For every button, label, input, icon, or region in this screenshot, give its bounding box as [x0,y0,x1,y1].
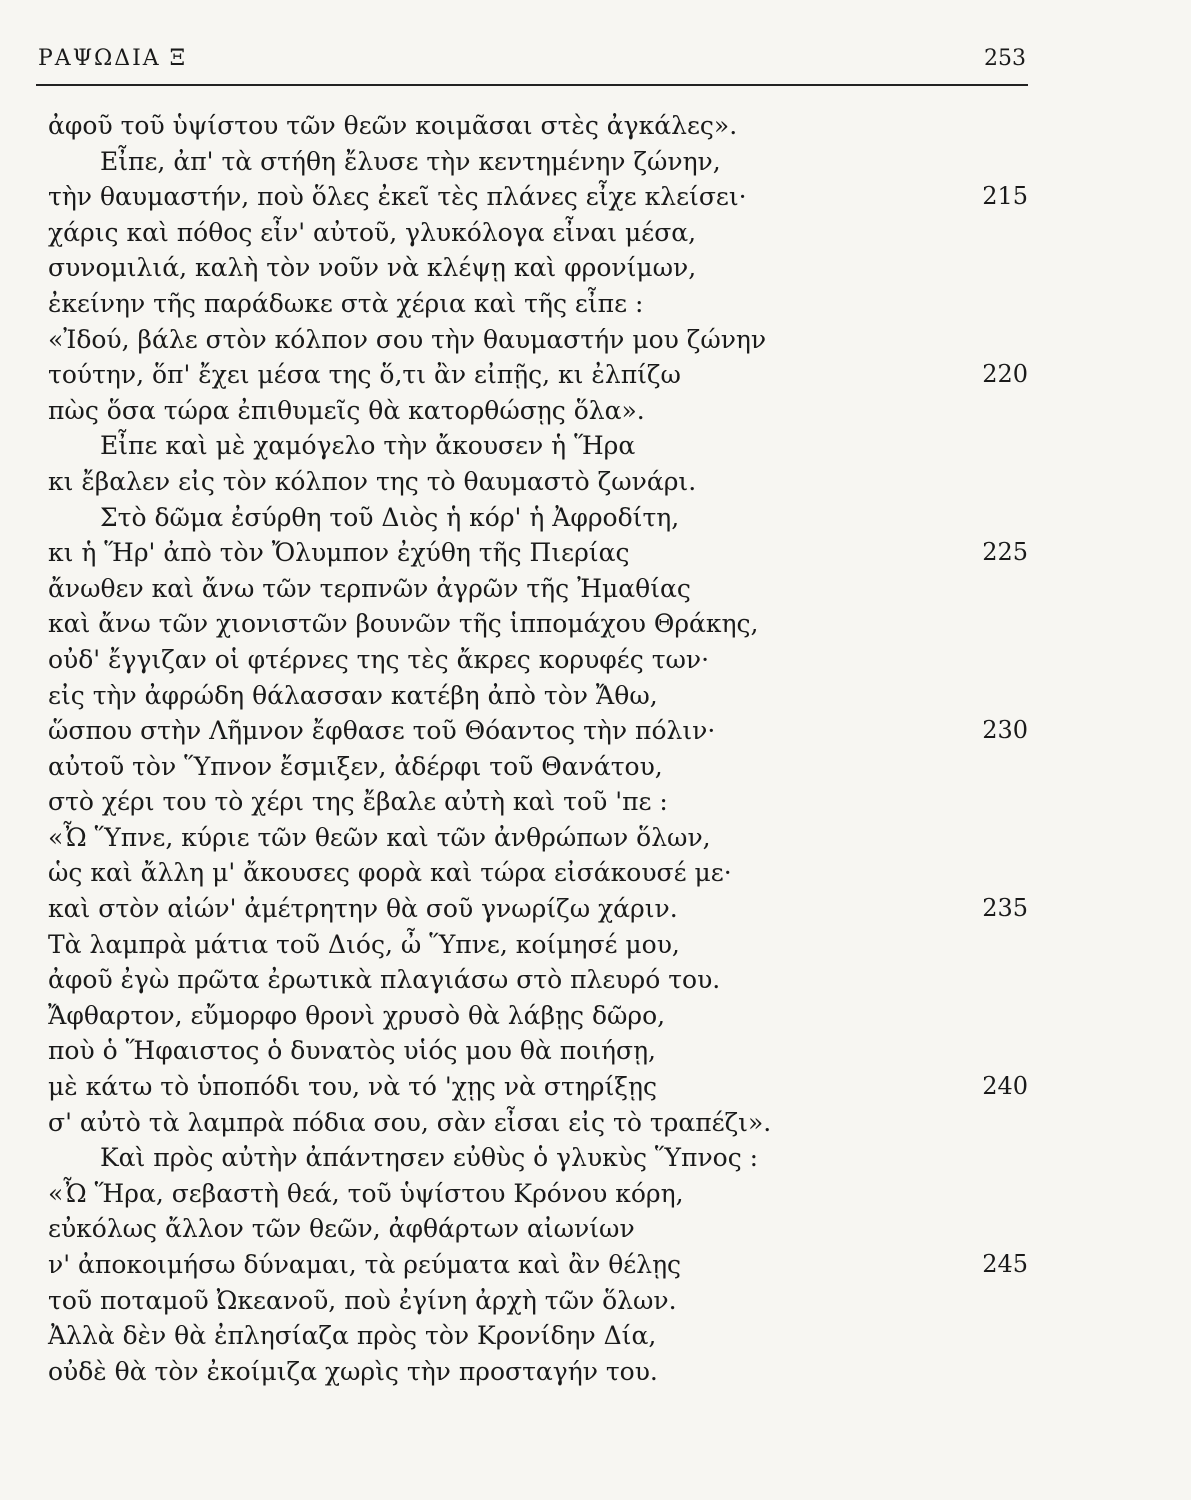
verse-text: συνομιλιά, καλὴ τὸν νοῦν νὰ κλέψῃ καὶ φρονίμων, [48,253,697,283]
verse-line [48,678,1028,714]
verse-line [48,1140,1028,1176]
verse-text: «Ὦ Ἥρα, σεβαστὴ θεά, τοῦ ὑψίστου Κρόνου κόρη, [48,1178,684,1208]
verse-line [48,749,1028,785]
verse-text: τούτην, ὅπ' ἔχει μέσα της ὅ,τι ἂν εἰπῇς, κι ἐλπίζω [48,360,681,390]
verse-text: Ἀλλὰ δὲν θὰ ἐπλησίαζα πρὸς τὸν Κρονίδην Δία, [48,1321,657,1351]
line-number: 225 [982,538,1028,567]
verse-text: στὸ χέρι του τὸ χέρι της ἔβαλε αὐτὴ καὶ τοῦ 'πε : [48,787,668,817]
verse-line [48,535,1028,571]
running-title: ΡΑΨΩΔΙΑ Ξ [38,46,188,71]
verse-line [48,250,1028,286]
verse-text: χάρις καὶ πόθος εἶν' αὐτοῦ, γλυκόλογα εἶναι μέσα, [48,217,697,247]
verse-text: ἐκείνην τῆς παράδωκε στὰ χέρια καὶ τῆς εἶπε : [48,288,644,318]
verse-line [48,1069,1028,1105]
verse-text: Τὰ λαμπρὰ μάτια τοῦ Διός, ὦ Ὕπνε, κοίμησέ μου, [48,929,680,959]
verse-line [48,962,1028,998]
verse-text: ὥσπου στὴν Λῆμνον ἔφθασε τοῦ Θόαντος τὴν πόλιν· [48,716,716,746]
verse-line [48,642,1028,678]
verse-line [48,428,1028,464]
verse-text: σ' αὐτὸ τὰ λαμπρὰ πόδια σου, σὰν εἶσαι εἰς τὸ τραπέζι». [48,1107,772,1137]
line-number: 215 [982,182,1028,211]
verse-text: Εἶπε καὶ μὲ χαμόγελο τὴν ἄκουσεν ἡ Ἥρα [100,431,636,461]
line-number: 235 [982,894,1028,923]
verse-line [48,215,1028,251]
header-rule [36,84,1028,86]
verse-block [48,108,1028,1389]
verse-line [48,820,1028,856]
verse-line [48,606,1028,642]
verse-line [48,500,1028,536]
verse-line [48,713,1028,749]
verse-line [48,357,1028,393]
verse-line [48,1354,1028,1390]
verse-line [48,322,1028,358]
verse-text: ποὺ ὁ Ἥφαιστος ὁ δυνατὸς υἱός μου θὰ ποιήσῃ, [48,1036,657,1066]
verse-text: αὐτοῦ τὸν Ὕπνον ἔσμιξεν, ἀδέρφι τοῦ Θανάτου, [48,751,663,781]
verse-line [48,144,1028,180]
verse-line [48,1247,1028,1283]
verse-text: Ἄφθαρτον, εὔμορφο θρονὶ χρυσὸ θὰ λάβῃς δῶρο, [48,1000,666,1030]
page-header [38,42,1026,78]
verse-text: ὡς καὶ ἄλλη μ' ἄκουσες φορὰ καὶ τώρα εἰσάκουσέ με· [48,858,732,888]
verse-text: καὶ στὸν αἰών' ἀμέτρητην θὰ σοῦ γνωρίζω χάριν. [48,894,678,924]
verse-line [48,179,1028,215]
verse-line [48,891,1028,927]
verse-text: οὐδ' ἔγγιζαν οἱ φτέρνες της τὲς ἄκρες κορυφές των· [48,644,710,674]
verse-text: ν' ἀποκοιμήσω δύναμαι, τὰ ρεύματα καὶ ἂν θέλῃς [48,1250,682,1279]
verse-text: κι ἡ Ἥρ' ἀπὸ τὸν Ὄλυμπον ἐχύθη τῆς Πιερίας [48,538,630,568]
verse-line [48,1211,1028,1247]
verse-text: μὲ κάτω τὸ ὑποπόδι του, νὰ τό 'χῃς νὰ στηρίξῃς [48,1072,657,1102]
verse-line [48,1105,1028,1141]
page-number: 253 [984,46,1026,71]
verse-line [48,393,1028,429]
verse-text: οὐδὲ θὰ τὸν ἐκοίμιζα χωρὶς τὴν προσταγήν του. [48,1356,658,1386]
verse-line [48,784,1028,820]
verse-line [48,464,1028,500]
verse-text: εὐκόλως ἄλλον τῶν θεῶν, ἀφθάρτων αἰωνίων [48,1214,635,1244]
verse-text: ἀφοῦ τοῦ ὑψίστου τῶν θεῶν κοιμᾶσαι στὲς ἀγκάλες». [48,111,738,140]
verse-line [48,927,1028,963]
verse-text: κι ἔβαλεν εἰς τὸν κόλπον της τὸ θαυμαστὸ ζωνάρι. [48,466,697,496]
verse-text: Εἶπε, ἀπ' τὰ στήθη ἔλυσε τὴν κεντημένην ζώνην, [100,146,721,176]
verse-text: ἄνωθεν καὶ ἄνω τῶν τερπνῶν ἀγρῶν τῆς Ἠμαθίας [48,573,691,603]
verse-line [48,998,1028,1034]
line-number: 240 [982,1072,1028,1101]
verse-line [48,1318,1028,1354]
verse-text: πὼς ὅσα τώρα ἐπιθυμεῖς θὰ κατορθώσῃς ὅλα». [48,395,645,425]
line-number: 245 [982,1250,1028,1278]
verse-line [48,571,1028,607]
verse-line [48,855,1028,891]
verse-line [48,286,1028,322]
verse-text: τὴν θαυμαστήν, ποὺ ὅλες ἐκεῖ τὲς πλάνες εἶχε κλείσει· [48,182,747,212]
verse-line [48,1283,1028,1319]
verse-line [48,1033,1028,1069]
verse-text: ἀφοῦ ἐγὼ πρῶτα ἐρωτικὰ πλαγιάσω στὸ πλευρό του. [48,965,721,995]
verse-line [48,108,1028,144]
verse-text: «Ὦ Ὕπνε, κύριε τῶν θεῶν καὶ τῶν ἀνθρώπων ὅλων, [48,822,711,852]
verse-text: Καὶ πρὸς αὐτὴν ἀπάντησεν εὐθὺς ὁ γλυκὺς Ὕπνος : [100,1143,759,1173]
line-number: 220 [982,360,1028,389]
verse-line [48,1176,1028,1212]
verse-text: Στὸ δῶμα ἐσύρθη τοῦ Διὸς ἡ κόρ' ἡ Ἀφροδίτη, [100,502,680,532]
verse-text: καὶ ἄνω τῶν χιονιστῶν βουνῶν τῆς ἱππομάχου Θράκης, [48,609,759,639]
verse-text: «Ἰδού, βάλε στὸν κόλπον σου τὴν θαυμαστήν μου ζώνην [48,324,767,354]
verse-text: εἰς τὴν ἀφρώδη θάλασσαν κατέβη ἀπὸ τὸν Ἄθω, [48,680,658,710]
verse-text: τοῦ ποταμοῦ Ὠκεανοῦ, ποὺ ἐγίνη ἀρχὴ τῶν ὅλων. [48,1285,677,1315]
line-number: 230 [982,716,1028,745]
